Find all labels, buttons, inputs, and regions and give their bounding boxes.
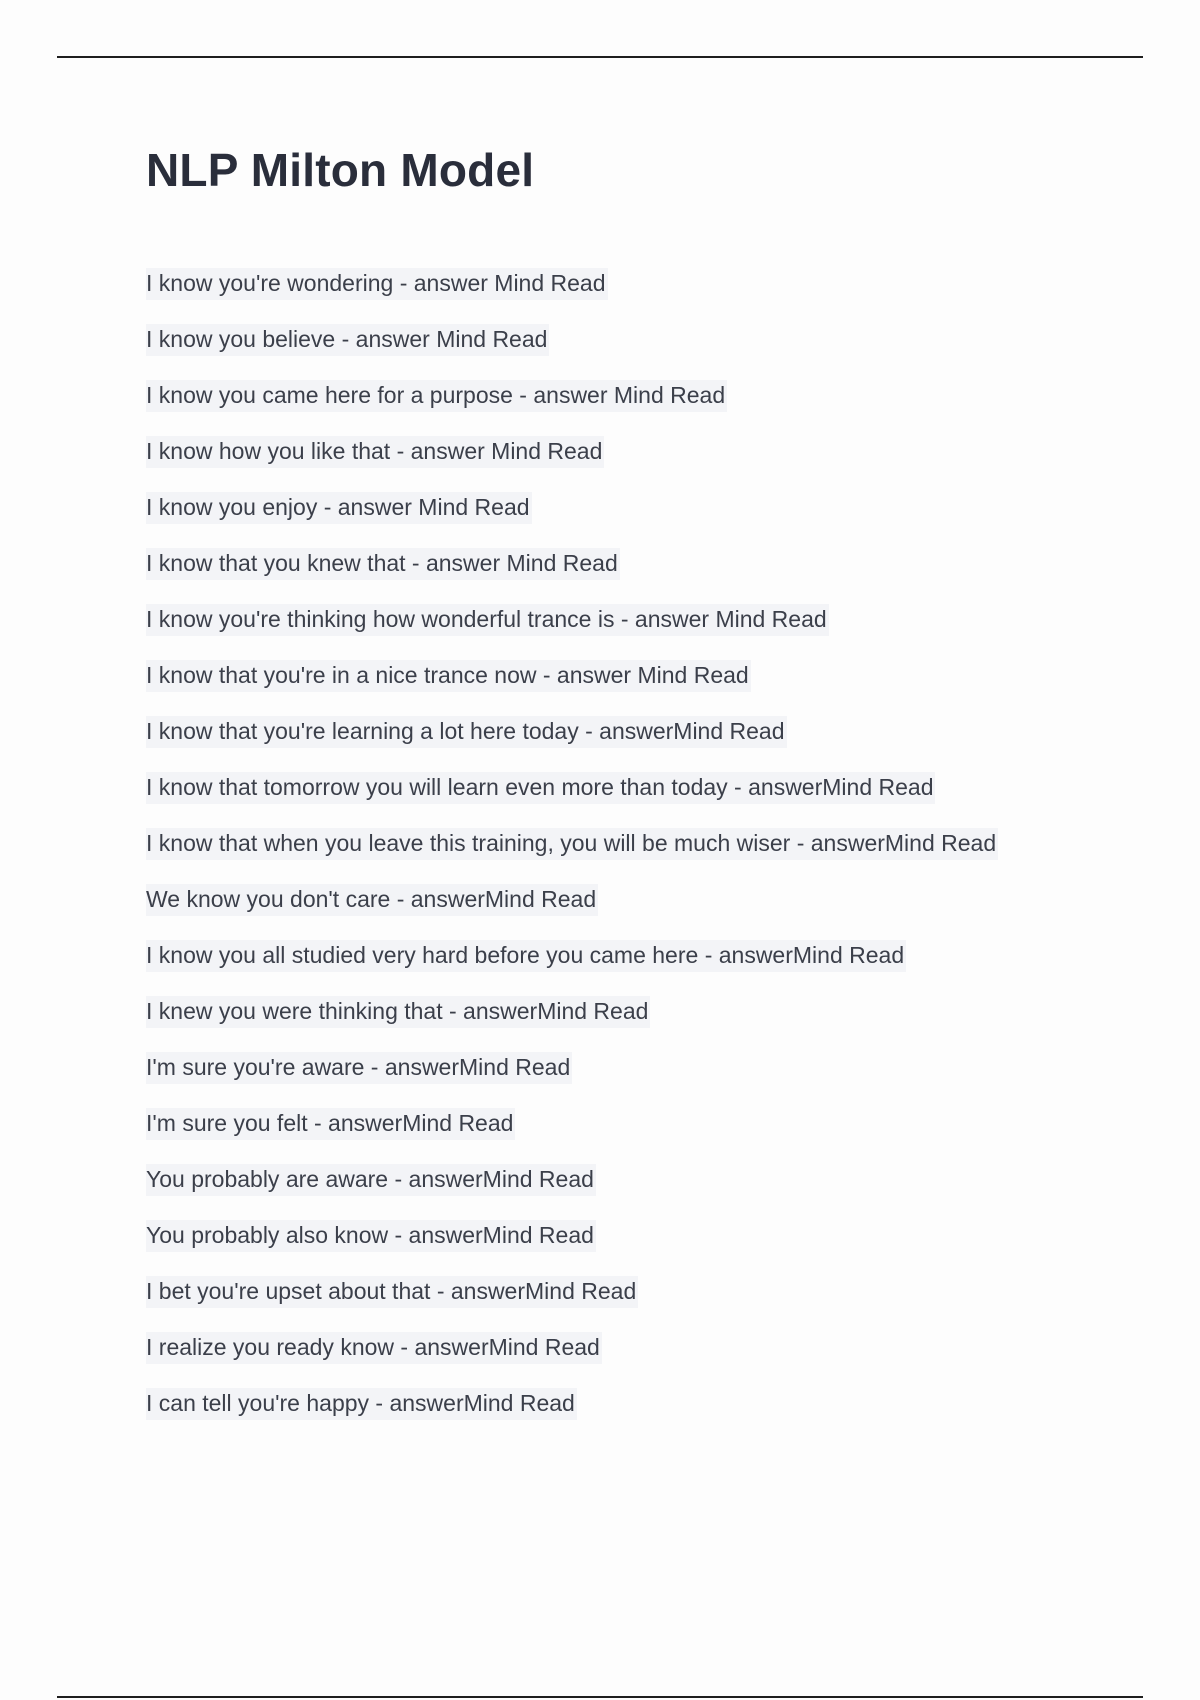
document-title: NLP Milton Model <box>146 144 535 196</box>
qa-text: I know that when you leave this training, you will be much wiser - answerMind Read <box>146 828 998 860</box>
qa-text: I know you believe - answer Mind Read <box>146 324 549 356</box>
qa-text: I know that tomorrow you will learn even more than today - answerMind Read <box>146 772 935 804</box>
qa-text: I know that you're in a nice trance now - answer Mind Read <box>146 660 751 692</box>
qa-text: You probably also know - answerMind Read <box>146 1220 596 1252</box>
qa-text: I'm sure you're aware - answerMind Read <box>146 1052 572 1084</box>
qa-text: I realize you ready know - answerMind Read <box>146 1332 602 1364</box>
qa-list <box>146 270 998 1458</box>
qa-text: I know you're wondering - answer Mind Read <box>146 268 608 300</box>
qa-text: I know you came here for a purpose - answer Mind Read <box>146 380 727 412</box>
qa-text: I'm sure you felt - answerMind Read <box>146 1108 515 1140</box>
qa-text: I know you enjoy - answer Mind Read <box>146 492 532 524</box>
list-item <box>146 1390 998 1458</box>
qa-text: I know you're thinking how wonderful trance is - answer Mind Read <box>146 604 829 636</box>
top-divider <box>57 56 1143 58</box>
qa-text: You probably are aware - answerMind Read <box>146 1164 596 1196</box>
qa-text: I know how you like that - answer Mind Read <box>146 436 604 468</box>
qa-text: I bet you're upset about that - answerMind Read <box>146 1276 638 1308</box>
qa-text: I know you all studied very hard before you came here - answerMind Read <box>146 940 906 972</box>
qa-text: I knew you were thinking that - answerMind Read <box>146 996 650 1028</box>
bottom-divider <box>57 1696 1143 1698</box>
qa-text: I know that you knew that - answer Mind Read <box>146 548 620 580</box>
qa-text: I can tell you're happy - answerMind Read <box>146 1388 577 1420</box>
qa-text: I know that you're learning a lot here today - answerMind Read <box>146 716 787 748</box>
qa-text: We know you don't care - answerMind Read <box>146 884 598 916</box>
